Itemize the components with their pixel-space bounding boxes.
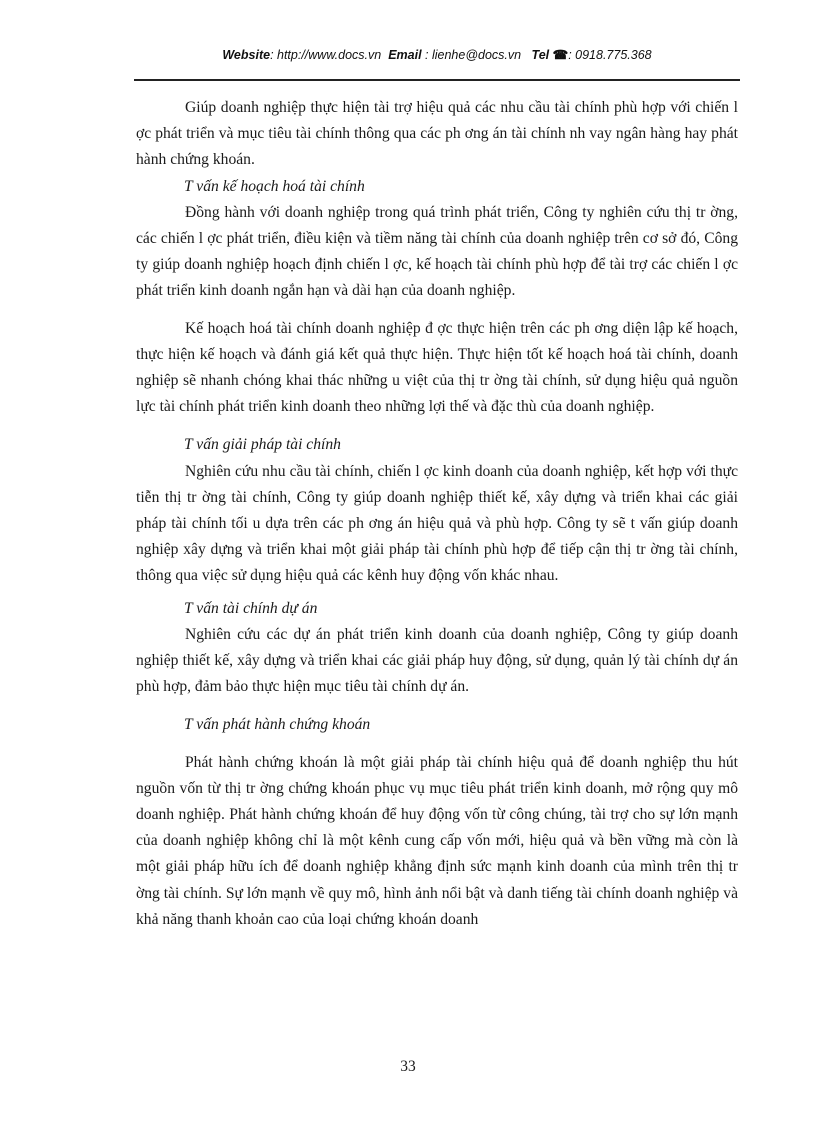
heading-financial-planning: T vấn kế hoạch hoá tài chính	[184, 177, 365, 195]
header-divider	[134, 79, 740, 81]
heading-securities-issuance: T vấn phát hành chứng khoán	[184, 716, 371, 734]
website-label: Website	[222, 48, 271, 62]
paragraph-securities-issuance: Phát hành chứng khoán là một giải pháp tài chính hiệu quả để doanh nghiệp thu hút nguồn vốn từ thị tr ờng chứng khoán phục vụ mục tiêu phát triển kinh doanh, mở rộng quy mô doanh nghiệp. Phát hành chứng khoán để huy động vốn từ công chúng, tài trợ cho sự lớn mạnh của doanh nghiệp không chỉ là một kênh cung cấp vốn mới, hiệu quả và bền vững mà còn là một giải pháp hữu ích để doanh nghiệp khẳng định sức mạnh kinh doanh của mình trên thị tr ờng tài chính. Sự lớn mạnh về quy mô, hình ảnh nổi bật và danh tiếng tài chính doanh nghiệp và khả năng thanh khoản cao của loại chứng khoán doanh	[136, 753, 738, 928]
email-label: Email	[388, 48, 422, 62]
paragraph-financing: Giúp doanh nghiệp thực hiện tài trợ hiệu quả các nhu cầu tài chính phù hợp với chiến l ợc phát triển và mục tiêu tài chính thông qua các ph ơng án tài chính nh vay ngân hàng hay phát hành chứng khoán.	[136, 99, 738, 169]
website-value: : http://www.docs.vn	[270, 48, 382, 62]
phone-icon: ☎	[552, 48, 569, 62]
email-value: : lienhe@docs.vn	[425, 48, 522, 62]
heading-financial-solutions: T vấn giải pháp tài chính	[184, 436, 341, 454]
page-header	[134, 47, 740, 62]
tel-value: : 0918.775.368	[568, 48, 652, 62]
paragraph-project-finance: Nghiên cứu các dự án phát triển kinh doanh của doanh nghiệp, Công ty giúp doanh nghiệp thiết kế, xây dựng và triển khai các giải pháp huy động, sử dụng, quản lý tài chính dự án phù hợp, đảm bảo thực hiện mục tiêu tài chính dự án.	[136, 625, 738, 696]
paragraph-planning-partner: Đồng hành với doanh nghiệp trong quá trình phát triển, Công ty nghiên cứu thị tr ờng, các chiến l ợc phát triển, điều kiện và tiềm năng tài chính của doanh nghiệp trên cơ sở đó, Công ty giúp doanh nghiệp hoạch định chiến l ợc, kế hoạch tài chính phù hợp để tài trợ các chiến l ợc phát triển kinh doanh ngắn hạn và dài hạn của doanh nghiệp.	[136, 203, 738, 300]
paragraph-financial-solutions: Nghiên cứu nhu cầu tài chính, chiến l ợc kinh doanh của doanh nghiệp, kết hợp với thực tiễn thị tr ờng tài chính, Công ty giúp doanh nghiệp thiết kế, xây dựng và triển khai các giải pháp tài chính tối u dựa trên các ph ơng án hiệu quả và phù hợp. Công ty sẽ t vấn giúp doanh nghiệp xây dựng và triển khai một giải pháp tài chính phù hợp để tiếp cận thị tr ờng tài chính, thông qua việc sử dụng hiệu quả các kênh huy động vốn khác nhau.	[136, 462, 738, 585]
paragraph-planning-implementation: Kế hoạch hoá tài chính doanh nghiệp đ ợc thực hiện trên các ph ơng diện lập kế hoạch, thực hiện kế hoạch và đánh giá kết quả thực hiện. Thực hiện tốt kế hoạch hoá tài chính, doanh nghiệp sẽ nhanh chóng khai thác những u việt của thị tr ờng tài chính, sử dụng hiệu quả nguồn lực tài chính phát triển kinh doanh theo những lợi thế và đặc thù của doanh nghiệp.	[136, 319, 738, 416]
document-body	[136, 95, 738, 933]
heading-project-finance: T vấn tài chính dự án	[184, 599, 318, 617]
tel-label: Tel	[531, 48, 550, 62]
page-number: 33	[400, 1058, 416, 1075]
